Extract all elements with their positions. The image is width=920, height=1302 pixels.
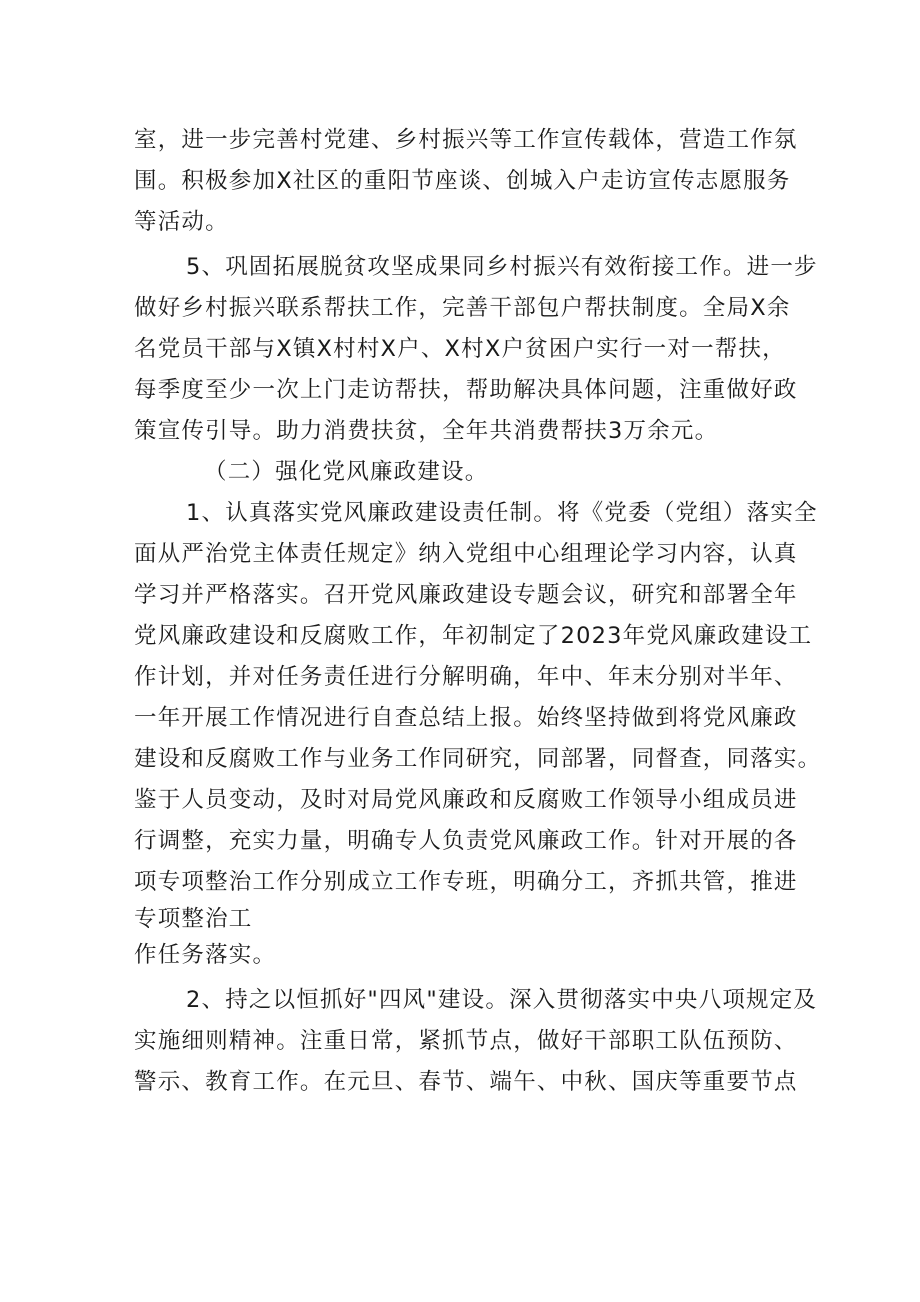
- body-text-line: 项专项整治工作分别成立工作专班，明确分工，齐抓共管，推进: [134, 869, 798, 895]
- numbered-item-2-heading-line: 2、持之以恒抓好"四风"建设。深入贯彻落实中央八项规定及: [186, 987, 818, 1013]
- body-text-line: 每季度至少一次上门走访帮扶，帮助解决具体问题，注重做好政: [134, 377, 798, 403]
- body-text-line: 作计划，并对任务责任进行分解明确，年中、年末分别对半年、: [134, 664, 798, 690]
- body-text-line: 面从严治党主体责任规定》纳入党组中心组理论学习内容，认真: [134, 541, 798, 567]
- body-text-line: 名党员干部与X镇X村村X户、X村X户贫困户实行一对一帮扶，: [134, 336, 786, 362]
- body-text-line: 行调整，充实力量，明确专人负责党风廉政工作。针对开展的各: [134, 828, 798, 854]
- body-text-line: 鉴于人员变动，及时对局党风廉政和反腐败工作领导小组成员进: [134, 787, 798, 813]
- body-text-line: 建设和反腐败工作与业务工作同研究，同部署，同督查，同落实。: [134, 746, 822, 772]
- numbered-item-5-heading-line: 5、巩固拓展脱贫攻坚成果同乡村振兴有效衔接工作。进一步: [186, 254, 818, 280]
- body-text-line: 党风廉政建设和反腐败工作，年初制定了2023年党风廉政建设工: [134, 623, 813, 649]
- body-text-line: 等活动。: [134, 209, 229, 235]
- body-text-line: 实施细则精神。注重日常，紧抓节点，做好干部职工队伍预防、: [134, 1028, 798, 1054]
- document-page: [134, 120, 822, 1103]
- numbered-item-1-heading-line: 1、认真落实党风廉政建设责任制。将《党委（党组）落实全: [186, 500, 818, 526]
- body-text-line: 警示、教育工作。在元旦、春节、端午、中秋、国庆等重要节点: [134, 1069, 798, 1095]
- body-text-line: 围。积极参加X社区的重阳节座谈、创城入户走访宣传志愿服务: [134, 168, 791, 194]
- body-text-line: 策宣传引导。助力消费扶贫，全年共消费帮扶3万余元。: [134, 418, 719, 444]
- section-heading: （二）强化党风廉政建设。: [204, 459, 489, 485]
- body-text-line: 作任务落实。: [134, 942, 277, 968]
- body-text-line: 学习并严格落实。召开党风廉政建设专题会议，研究和部署全年: [134, 582, 798, 608]
- body-text-line: 一年开展工作情况进行自查总结上报。始终坚持做到将党风廉政: [134, 705, 798, 731]
- body-text-line: 做好乡村振兴联系帮扶工作，完善干部包户帮扶制度。全局X余: [134, 295, 791, 321]
- body-text-line: 室，进一步完善村党建、乡村振兴等工作宣传载体，营造工作氛: [134, 127, 798, 153]
- body-text-line: 专项整治工: [134, 906, 253, 932]
